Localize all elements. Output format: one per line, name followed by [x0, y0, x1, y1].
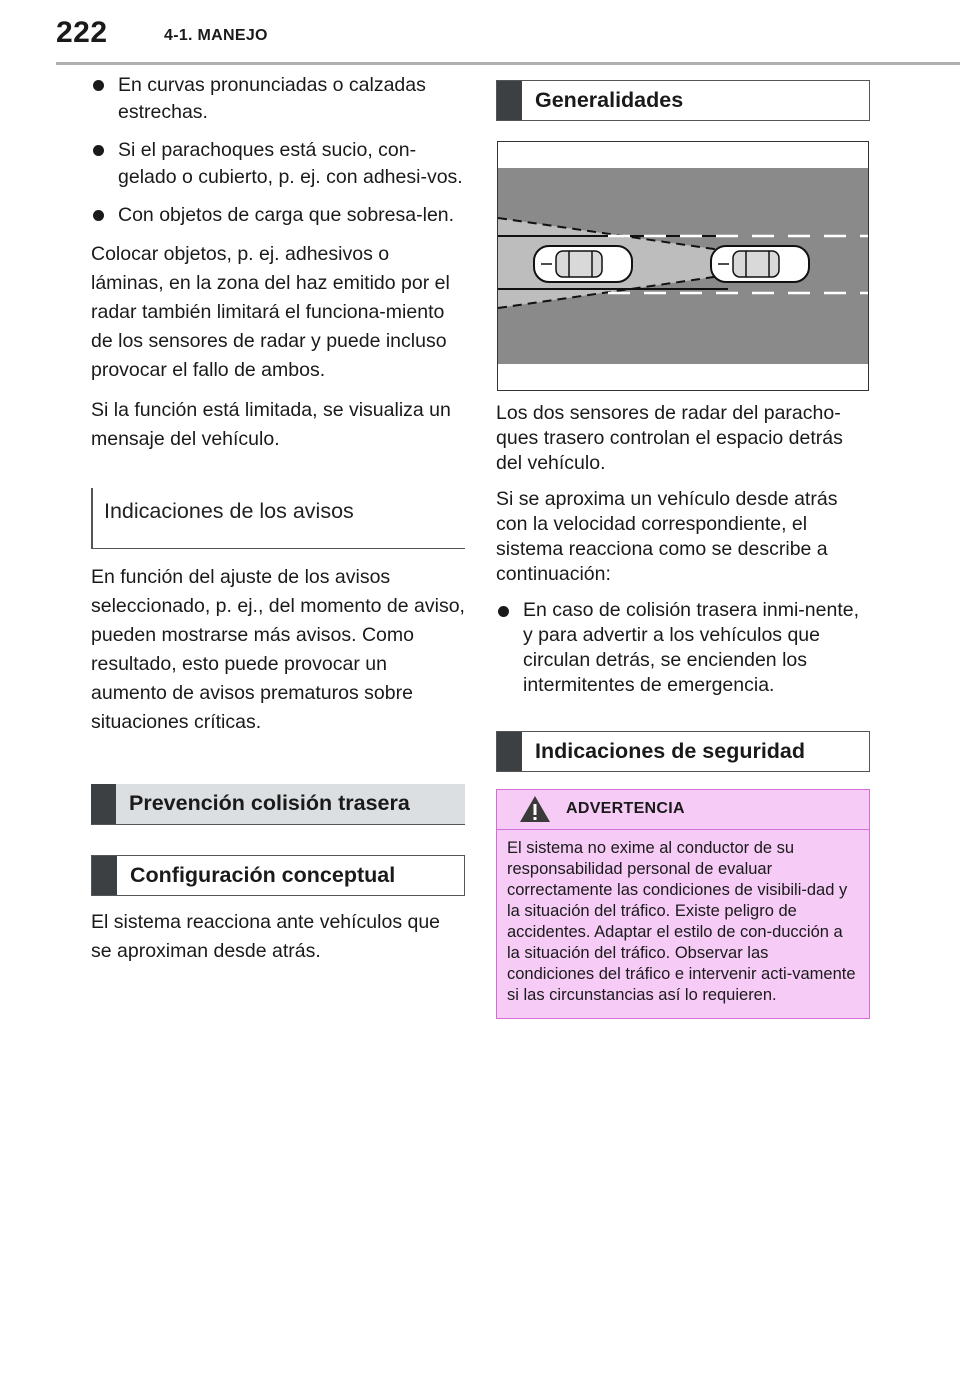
section-title: 4-1. MANEJO [164, 27, 268, 44]
paragraph-limited: Si la función está limitada, se visualiza un mensaje del vehículo. [91, 399, 451, 450]
car-icon [534, 246, 632, 282]
paragraph-sensores: Los dos sensores de radar del paracho-ques trasero controlan el espacio detrás del vehículo. [496, 402, 843, 474]
radar-diagram [497, 141, 869, 391]
car-icon [711, 246, 809, 282]
heading-avisos: Indicaciones de los avisos [91, 488, 465, 549]
radar-diagram-svg [498, 142, 868, 390]
header-rule [56, 62, 960, 65]
left-column [91, 72, 465, 977]
heading-seguridad: Indicaciones de seguridad [496, 731, 870, 772]
heading-prevencion: Prevención colisión trasera [91, 784, 465, 825]
paragraph-reacciona: El sistema reacciona ante vehículos que se aproximan desde atrás. [91, 911, 441, 962]
page-number: 222 [56, 16, 108, 49]
right-column [496, 80, 870, 1019]
reaction-list [496, 598, 870, 698]
list-item: Con objetos de carga que sobresa-len. [91, 202, 465, 229]
heading-generalidades: Generalidades [496, 80, 870, 121]
paragraph-aproxima: Si se aproxima un vehículo desde atrás con la velocidad correspondiente, el sistema reacciona como se describe a continuación: [496, 488, 838, 585]
list-item: En curvas pronunciadas o calzadas estrechas. [91, 72, 465, 126]
heading-configuracion: Configuración conceptual [91, 855, 465, 896]
warning-title: ADVERTENCIA [566, 800, 685, 817]
paragraph-objects: Colocar objetos, p. ej. adhesivos o láminas, en la zona del haz emitido por el radar también limitará el funciona-miento de los sensores de radar y puede incluso provocar el fallo de ambos. [91, 243, 450, 381]
limitations-list [91, 72, 465, 229]
warning-text: El sistema no exime al conductor de su responsabilidad personal de evaluar correctamente las condiciones de visibili-dad y la situación del tráfico. Existe peligro de accidentes. Adaptar el estilo de con-ducción a la situación del tráfico. Observar las condiciones del tráfico e intervenir acti-vamente si las circunstancias así lo requieren. [507, 839, 856, 1004]
list-item: Si el parachoques está sucio, con-gelado o cubierto, p. ej. con adhesi-vos. [91, 137, 465, 191]
paragraph-avisos: En función del ajuste de los avisos seleccionado, p. ej., del momento de aviso, pueden mostrarse más avisos. Como resultado, esto puede provocar un aumento de avisos prematuros sobre situaciones críticas. [91, 566, 465, 733]
warning-box [496, 789, 870, 1019]
list-item: En caso de colisión trasera inmi-nente, y para advertir a los vehículos que circulan detrás, se encienden los intermitentes de emergencia. [496, 598, 870, 698]
warning-header [497, 790, 869, 830]
warning-triangle-icon [519, 795, 551, 828]
